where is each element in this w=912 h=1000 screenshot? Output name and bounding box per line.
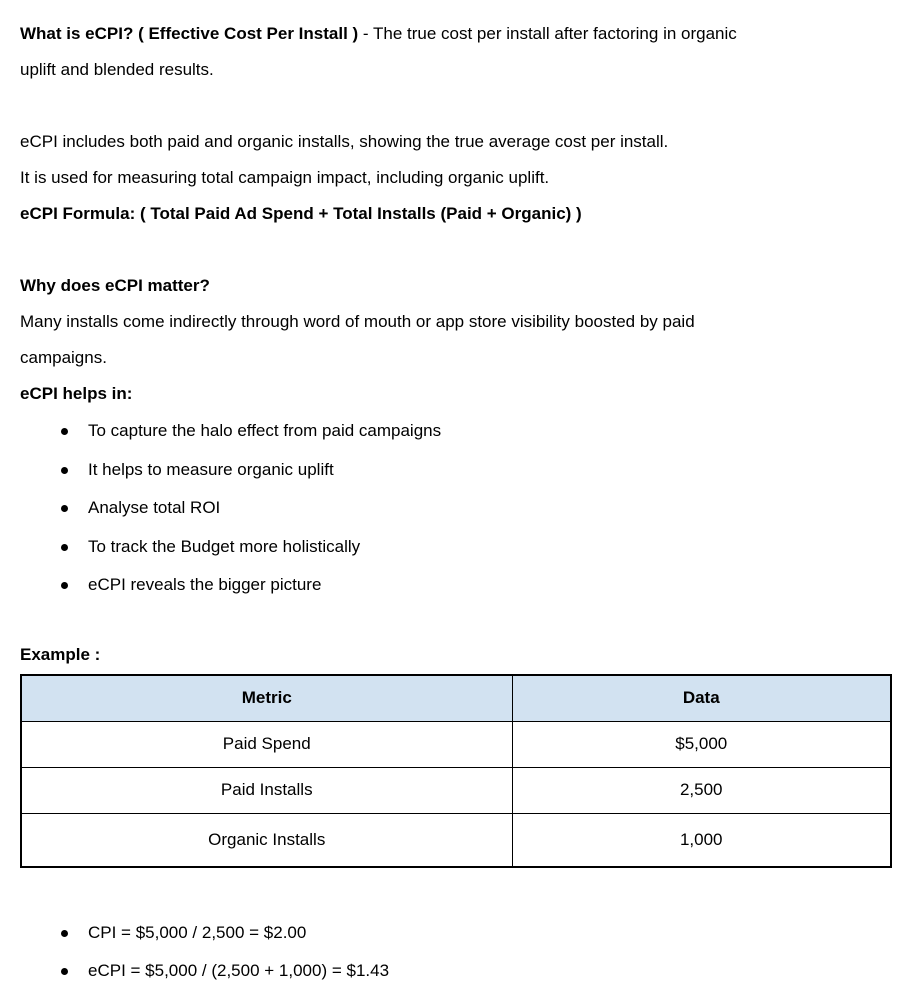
table-cell-metric: Paid Spend — [21, 721, 512, 767]
calculation-list — [20, 914, 892, 991]
bullet-icon — [61, 582, 68, 589]
bullet-icon — [61, 968, 68, 975]
table-header-row — [21, 675, 891, 722]
formula-line: eCPI Formula: ( Total Paid Ad Spend + Total Installs (Paid + Organic) ) — [20, 204, 582, 223]
table-row — [21, 813, 891, 867]
bullet-icon — [61, 505, 68, 512]
list-item-label: eCPI reveals the bigger picture — [88, 575, 322, 594]
intro-line-2: uplift and blended results. — [20, 60, 214, 79]
list-item — [20, 566, 892, 605]
benefits-list — [20, 412, 892, 605]
list-item — [20, 952, 892, 991]
table-row — [21, 767, 891, 813]
table-cell-data: 2,500 — [512, 767, 891, 813]
table-header-metric: Metric — [21, 675, 512, 722]
list-item-label: It helps to measure organic uplift — [88, 459, 334, 479]
overview-line-1: eCPI includes both paid and organic installs, showing the true average cost per install. — [20, 132, 669, 151]
table-cell-data: 1,000 — [512, 813, 891, 867]
table-cell-metric: Organic Installs — [21, 813, 512, 867]
table-cell-metric: Paid Installs — [21, 767, 512, 813]
example-table — [20, 674, 892, 868]
intro-line-1 — [20, 16, 892, 52]
list-item-label: Analyse total ROI — [88, 498, 221, 517]
bullet-icon — [61, 544, 68, 551]
list-item — [20, 412, 892, 451]
bullet-icon — [61, 930, 68, 937]
list-item — [20, 914, 892, 953]
list-item-label: To track the Budget more holistically — [88, 536, 361, 556]
table-cell-data: $5,000 — [512, 721, 891, 767]
table-header-data: Data — [512, 675, 891, 722]
overview-line-2: It is used for measuring total campaign impact, including organic uplift. — [20, 168, 550, 187]
list-item — [20, 528, 892, 567]
why-line-2: campaigns. — [20, 348, 107, 367]
bullet-icon — [61, 428, 68, 435]
list-item-label: eCPI = $5,000 / (2,500 + 1,000) = $1.43 — [88, 961, 390, 980]
why-line-1: Many installs come indirectly through word of mouth or app store visibility boosted by paid — [20, 312, 695, 331]
intro-regular-text: - The true cost per install after factoring in organic — [358, 24, 737, 43]
helps-heading: eCPI helps in: — [20, 384, 133, 403]
list-item — [20, 489, 892, 528]
table-row — [21, 721, 891, 767]
bullet-icon — [61, 467, 68, 474]
example-heading: Example : — [20, 644, 101, 664]
list-item-label: To capture the halo effect from paid campaigns — [88, 421, 442, 440]
intro-bold-text: What is eCPI? ( Effective Cost Per Install ) — [20, 24, 359, 43]
why-heading: Why does eCPI matter? — [20, 276, 210, 295]
list-item — [20, 451, 892, 490]
list-item-label: CPI = $5,000 / 2,500 = $2.00 — [88, 922, 307, 942]
